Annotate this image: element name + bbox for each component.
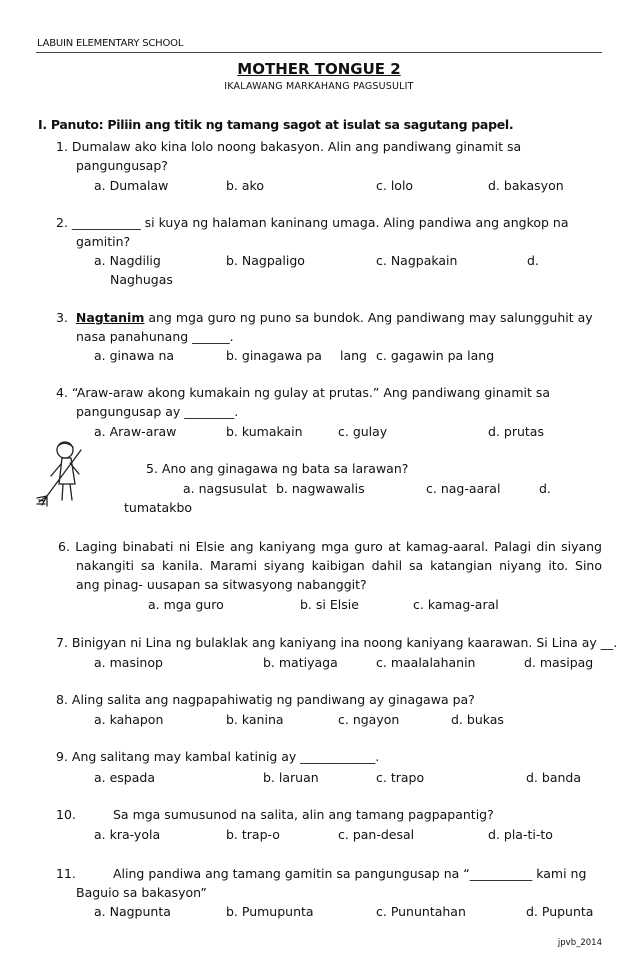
- q11-option-d: d. Pupunta: [526, 904, 594, 919]
- q1-option-b: b. ako: [226, 178, 264, 193]
- q6-option-b: b. si Elsie: [300, 597, 359, 612]
- q3-option-b-cont: lang: [340, 348, 367, 363]
- q1-option-c: c. lolo: [376, 178, 414, 193]
- q2-option-b: b. Nagpaligo: [226, 253, 305, 268]
- question-6-cont-2: ang pinag- uusapan sa sitwasyong nabanggit?: [76, 577, 367, 592]
- q10-option-b: b. trap-o: [226, 827, 280, 842]
- header-rule: [36, 52, 602, 53]
- question-11: Aling pandiwa ang tamang gamitin sa pangungusap na “__________ kami ng: [113, 866, 587, 881]
- question-6: 6. Laging binabati ni Elsie ang kaniyang mga guro at kamag-aaral. Palagi din siyang: [58, 539, 602, 554]
- instruction: I. Panuto: Piliin ang titik ng tamang sagot at isulat sa sagutang papel.: [38, 117, 514, 132]
- question-3-text: ang mga guro ng puno sa bundok. Ang pandiwang may salungguhit ay: [144, 310, 593, 325]
- q5-option-a: a. nagsusulat: [183, 481, 268, 496]
- q3-option-b: b. ginagawa pa: [226, 348, 322, 363]
- q8-option-c: c. ngayon: [338, 712, 400, 727]
- q7-option-c: c. maalalahanin: [376, 655, 476, 670]
- question-6-cont: nakangiti sa kanila. Marami siyang kaibigan dahil sa katangian niyang ito. Sino: [76, 558, 602, 573]
- question-3-cont: nasa panahunang ______.: [76, 329, 234, 344]
- question-3-number: 3.: [56, 310, 68, 325]
- q9-option-c: c. trapo: [376, 770, 425, 785]
- question-9: 9. Ang salitang may kambal katinig ay ____________.: [56, 749, 380, 764]
- q9-option-a: a. espada: [94, 770, 155, 785]
- child-sweeping-image: [35, 438, 101, 508]
- question-4: 4. “Araw-araw akong kumakain ng gulay at prutas.” Ang pandiwang ginamit sa: [56, 385, 551, 400]
- q4-option-d: d. prutas: [488, 424, 544, 439]
- q8-option-d: d. bukas: [451, 712, 504, 727]
- q9-option-b: b. laruan: [263, 770, 319, 785]
- q8-option-a: a. kahapon: [94, 712, 164, 727]
- q7-option-b: b. matiyaga: [263, 655, 338, 670]
- page-title: MOTHER TONGUE 2: [237, 60, 401, 78]
- q4-option-a: a. Araw-araw: [94, 424, 177, 439]
- question-1: 1. Dumalaw ako kina lolo noong bakasyon. Alin ang pandiwang ginamit sa: [56, 139, 522, 154]
- q10-option-c: c. pan-desal: [338, 827, 415, 842]
- school-name: LABUIN ELEMENTARY SCHOOL: [37, 38, 184, 49]
- question-11-cont: Baguio sa bakasyon”: [76, 885, 207, 900]
- q8-option-b: b. kanina: [226, 712, 284, 727]
- footer-credit: jpvb_2014: [557, 938, 602, 948]
- question-8: 8. Aling salita ang nagpapahiwatig ng pandiwang ay ginagawa pa?: [56, 692, 475, 707]
- q5-option-c: c. nag-aaral: [426, 481, 501, 496]
- question-11-number: 11.: [56, 866, 76, 881]
- q6-option-c: c. kamag-aral: [413, 597, 499, 612]
- q11-option-b: b. Pumupunta: [226, 904, 314, 919]
- question-7: 7. Binigyan ni Lina ng bulaklak ang kaniyang ina noong kaniyang kaarawan. Si Lina ay __.: [56, 635, 618, 650]
- q5-option-d: d.: [539, 481, 551, 496]
- question-1-cont: pangungusap?: [76, 158, 168, 173]
- q11-option-c: c. Pununtahan: [376, 904, 466, 919]
- question-2: 2. ___________ si kuya ng halaman kaninang umaga. Aling pandiwa ang angkop na: [56, 215, 569, 230]
- q4-option-c: c. gulay: [338, 424, 388, 439]
- question-5: 5. Ano ang ginagawa ng bata sa larawan?: [146, 461, 409, 476]
- q1-option-a: a. Dumalaw: [94, 178, 169, 193]
- q3-option-a: a. ginawa na: [94, 348, 175, 363]
- q10-option-d: d. pla-ti-to: [488, 827, 553, 842]
- question-2-cont: gamitin?: [76, 234, 131, 249]
- question-3: [56, 310, 593, 325]
- page-subtitle: IKALAWANG MARKAHANG PAGSUSULIT: [224, 81, 414, 92]
- question-10: Sa mga sumusunod na salita, alin ang tamang pagpapantig?: [113, 807, 494, 822]
- q5-option-d-text: tumatakbo: [124, 500, 193, 515]
- q9-option-d: d. banda: [526, 770, 581, 785]
- q7-option-a: a. masinop: [94, 655, 163, 670]
- q1-option-d: d. bakasyon: [488, 178, 564, 193]
- q2-option-d-text: Naghugas: [110, 272, 173, 287]
- question-4-cont: pangungusap ay ________.: [76, 404, 239, 419]
- q7-option-d: d. masipag: [524, 655, 594, 670]
- q4-option-b: b. kumakain: [226, 424, 303, 439]
- q5-option-b: b. nagwawalis: [276, 481, 365, 496]
- q11-option-a: a. Nagpunta: [94, 904, 171, 919]
- question-10-number: 10.: [56, 807, 76, 822]
- q6-option-a: a. mga guro: [148, 597, 224, 612]
- underlined-verb: Nagtanim: [75, 310, 145, 325]
- q10-option-a: a. kra-yola: [94, 827, 161, 842]
- q2-option-d: d.: [527, 253, 539, 268]
- q2-option-c: c. Nagpakain: [376, 253, 458, 268]
- q3-option-c: c. gagawin pa lang: [376, 348, 495, 363]
- q2-option-a: a. Nagdilig: [94, 253, 161, 268]
